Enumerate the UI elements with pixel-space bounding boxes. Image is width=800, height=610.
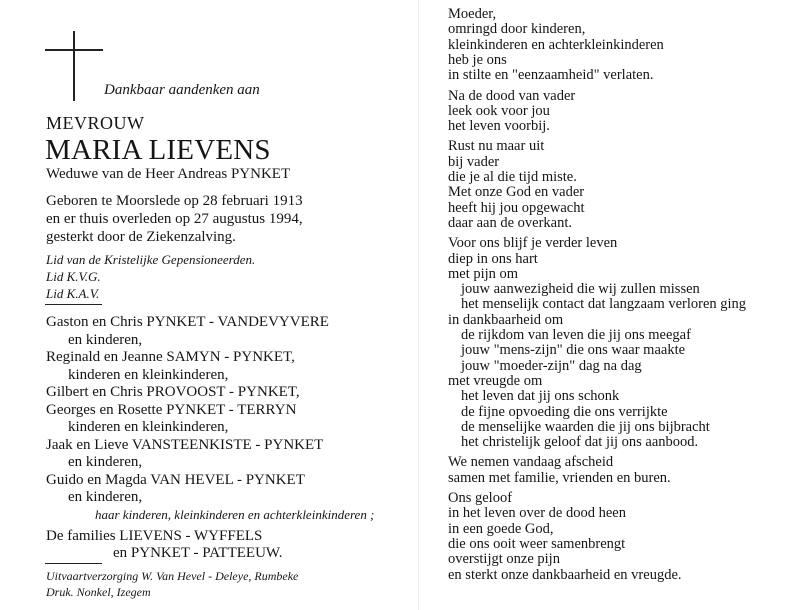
poem-line: heeft hij jou opgewacht xyxy=(448,199,585,216)
poem-line: kleinkinderen en achterkleinkinderen xyxy=(448,36,664,53)
membership-line: Lid K.V.G. xyxy=(46,269,101,284)
family-line: Guido en Magda VAN HEVEL - PYNKET xyxy=(46,471,305,488)
poem-line: Met onze God en vader xyxy=(448,184,585,201)
poem-line: en sterkt onze dankbaarheid en vreugde. xyxy=(448,566,682,583)
poem-line: jouw "moeder-zijn" dag na dag xyxy=(461,357,642,374)
separator xyxy=(45,304,102,305)
title-mevrouw: MEVROUW xyxy=(46,113,145,133)
poem-line: het christelijk geloof dat jij ons aanbood. xyxy=(461,434,699,451)
poem-line: We nemen vandaag afscheid xyxy=(448,454,614,471)
printer: Druk. Nonkel, Izegem xyxy=(46,585,151,599)
family-line: haar kinderen, kleinkinderen en achterkleinkinderen ; xyxy=(95,506,375,522)
poem-line: heb je ons xyxy=(448,51,507,68)
family-line: Reginald en Jeanne SAMYN - PYNKET, xyxy=(46,349,295,365)
poem-line: in het leven over de dood heen xyxy=(448,505,626,522)
poem-line: omringd door kinderen, xyxy=(448,21,586,38)
membership-line: Lid K.A.V. xyxy=(46,286,100,301)
family-line: Jaak en Lieve VANSTEENKISTE - PYNKET xyxy=(46,436,324,453)
right-page-poem xyxy=(400,0,800,610)
poem-line: Rust nu maar uit xyxy=(448,138,545,155)
families-line: en PYNKET - PATTEEUW. xyxy=(113,545,283,561)
poem-line: in stilte en "eenzaamheid" verlaten. xyxy=(448,67,654,84)
family-line: en kinderen, xyxy=(68,331,143,348)
poem-line: samen met familie, vrienden en buren. xyxy=(448,469,671,486)
family-line: Georges en Rosette PYNKET - TERRYN xyxy=(46,401,297,418)
poem-line: in dankbaarheid om xyxy=(448,311,564,328)
poem-line: die ons ooit weer samenbrengt xyxy=(448,535,626,552)
poem-line: die je al die tijd miste. xyxy=(448,169,577,185)
cross-vertical-bar xyxy=(73,31,75,101)
poem-line: overstijgt onze pijn xyxy=(448,551,560,568)
separator xyxy=(45,563,102,564)
family-line: Gaston en Chris PYNKET - VANDEVYVERE xyxy=(46,314,329,330)
heading: Dankbaar aandenken aan xyxy=(104,82,260,98)
poem-line: de rijkdom van leven die jij ons meegaf xyxy=(461,327,691,343)
poem-line: Moeder, xyxy=(448,6,497,22)
poem-line: met vreugde om xyxy=(448,372,543,389)
poem-line: Ons geloof xyxy=(448,490,513,506)
life-line: gesterkt door de Ziekenzalving. xyxy=(46,229,236,245)
poem-line: met pijn om xyxy=(448,265,519,282)
family-line: kinderen en kleinkinderen, xyxy=(68,419,229,435)
life-line: Geboren te Moorslede op 28 februari 1913 xyxy=(46,193,303,209)
poem-line: het leven voorbij. xyxy=(448,118,550,135)
poem-line: jouw "mens-zijn" die ons waar maakte xyxy=(461,342,686,359)
poem-line: Voor ons blijf je verder leven xyxy=(448,235,618,252)
family-line: en kinderen, xyxy=(68,454,143,470)
poem-line: de menselijke waarden die jij ons bijbracht xyxy=(461,418,710,435)
life-line: en er thuis overleden op 27 augustus 1994, xyxy=(46,211,303,227)
poem-line: het leven dat jij ons schonk xyxy=(461,388,620,405)
cross-horizontal-bar xyxy=(45,49,103,51)
poem-line: in een goede God, xyxy=(448,520,554,537)
poem-line: jouw aanwezigheid die wij zullen missen xyxy=(461,281,700,298)
poem-line: daar aan de overkant. xyxy=(448,214,572,231)
poem-line: het menselijk contact dat langzaam verloren ging xyxy=(461,296,747,313)
poem-line: bij vader xyxy=(448,153,500,170)
family-line: Gilbert en Chris PROVOOST - PYNKET, xyxy=(46,384,300,400)
deceased-name: MARIA LIEVENS xyxy=(45,134,271,166)
widow-of: Weduwe van de Heer Andreas PYNKET xyxy=(46,166,291,182)
families-line: De families LIEVENS - WYFFELS xyxy=(46,528,263,544)
family-line: kinderen en kleinkinderen, xyxy=(68,366,229,383)
poem-line: diep in ons hart xyxy=(448,250,538,267)
poem-line: Na de dood van vader xyxy=(448,87,576,104)
membership-line: Lid van de Kristelijke Gepensioneerden. xyxy=(46,252,256,267)
family-line: en kinderen, xyxy=(68,489,143,505)
poem-line: leek ook voor jou xyxy=(448,102,550,119)
funeral-director: Uitvaartverzorging W. Van Hevel - Deleye, Rumbeke xyxy=(46,569,299,583)
poem-line: de fijne opvoeding die ons verrijkte xyxy=(461,403,668,420)
